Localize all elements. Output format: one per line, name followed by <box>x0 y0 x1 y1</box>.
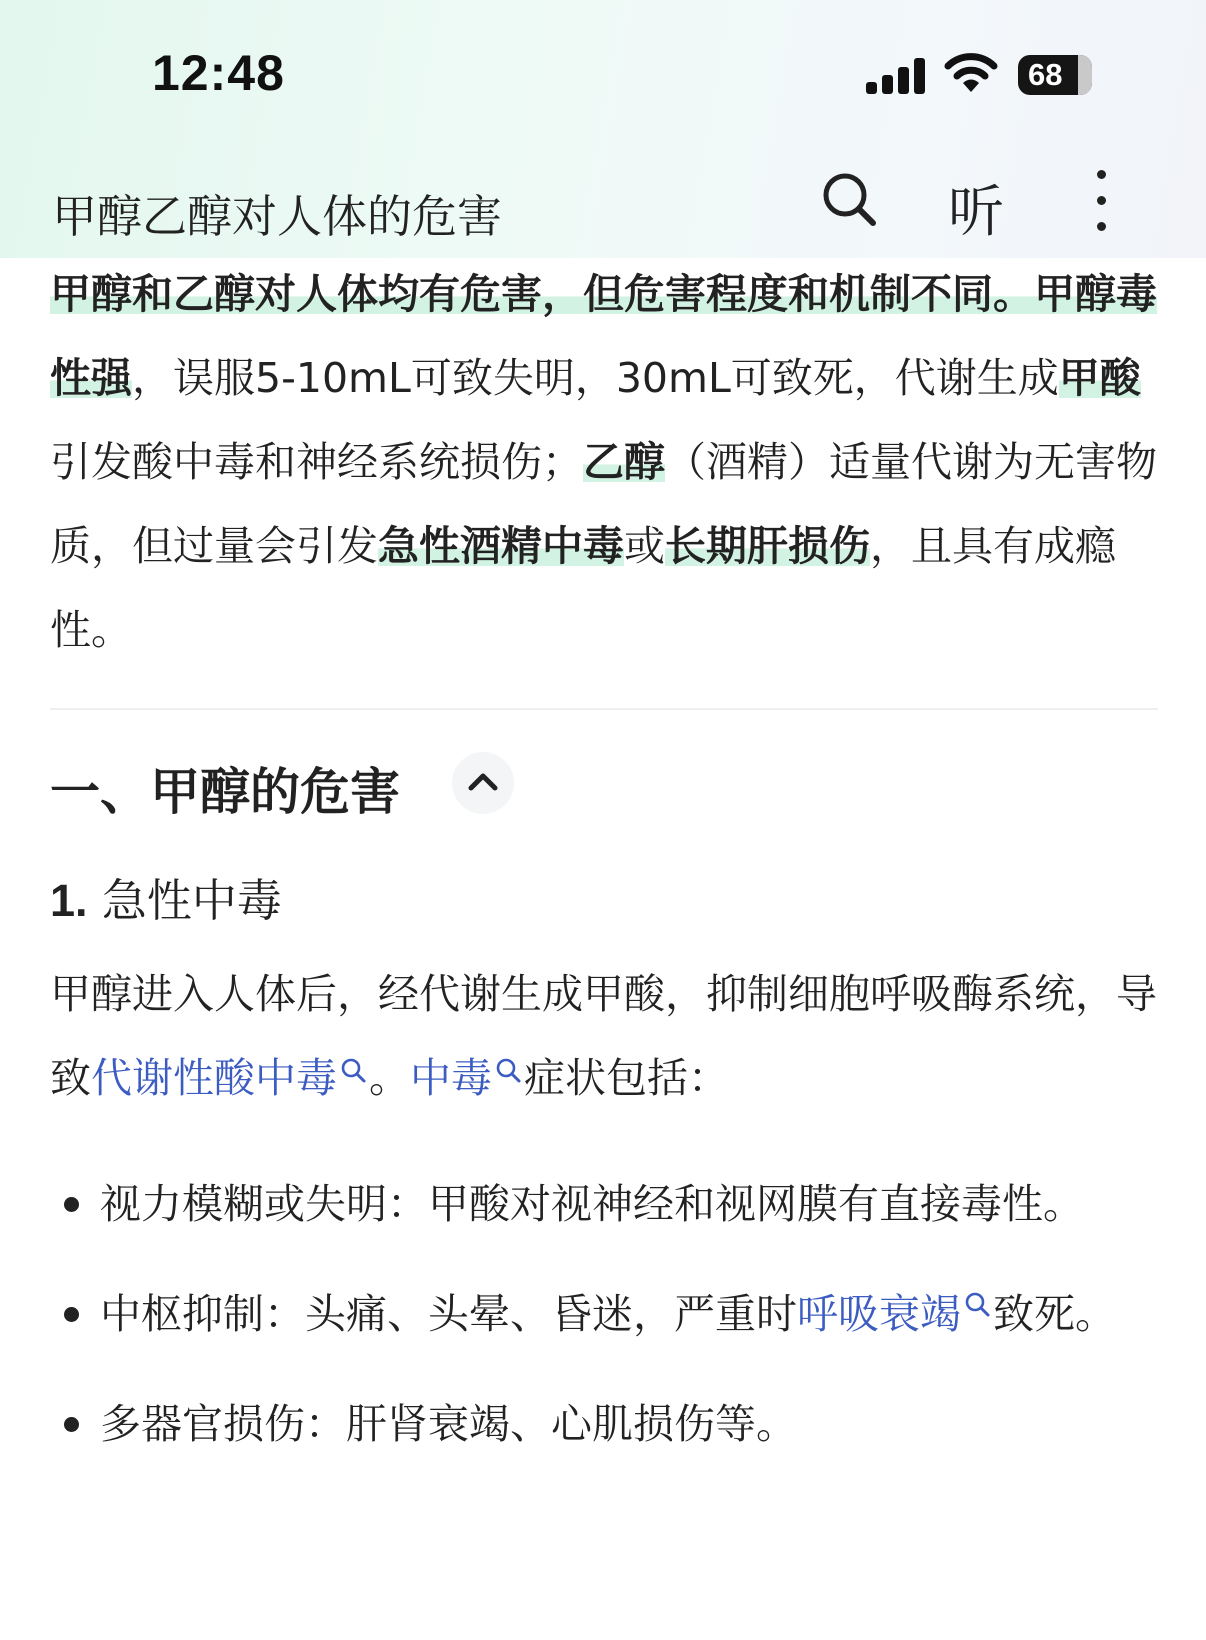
list-item-label: 视力模糊或失明： <box>100 1180 428 1228</box>
list-item-label: 多器官损伤： <box>100 1400 346 1448</box>
subsection-label: 急性中毒 <box>101 874 282 927</box>
symptom-list <box>50 1160 1160 1490</box>
signal-icon <box>866 56 926 94</box>
summary-text: 引发酸中毒和神经系统损伤； <box>50 438 583 486</box>
summary-highlight: 甲醇和乙醇对人体均有危害，但危害程度和机制不同。 <box>50 270 1034 318</box>
bullet-icon <box>64 1197 79 1212</box>
summary-highlight: 长期肝损伤 <box>665 522 870 570</box>
intro-paragraph <box>50 952 1160 1120</box>
summary-text: ，误服5-10mL可致失明，30mL可致死，代谢生成 <box>132 354 1059 402</box>
intro-text: 。 <box>369 1054 410 1102</box>
summary-highlight: 甲醇毒性强 <box>50 270 1157 402</box>
subsection-title <box>50 864 282 929</box>
chevron-up-icon <box>452 752 514 814</box>
battery-icon <box>1018 55 1092 95</box>
divider <box>50 708 1158 710</box>
list-item <box>50 1160 1160 1248</box>
summary-highlight: 乙醇 <box>583 438 665 486</box>
summary-highlight: 甲酸 <box>1058 354 1141 402</box>
bullet-icon <box>64 1307 79 1322</box>
list-item-text: 肝肾衰竭、心肌损伤等。 <box>346 1400 797 1448</box>
subsection-number: 1. <box>50 875 88 926</box>
list-item-text: 头痛、头晕、昏迷，严重时 <box>305 1290 797 1338</box>
list-item-text: 致死。 <box>993 1290 1116 1338</box>
search-icon[interactable] <box>339 1056 367 1084</box>
more-vertical-icon[interactable] <box>1094 170 1108 232</box>
wifi-icon <box>944 52 998 94</box>
status-time: 12:48 <box>152 45 285 101</box>
intro-text: 甲醇进入人体后，经代谢生成甲酸，抑制细胞呼吸酶系统，导致 <box>50 970 1157 1102</box>
intro-text: 症状包括： <box>524 1054 729 1102</box>
list-item-label: 中枢抑制： <box>100 1290 305 1338</box>
section-title: 一、甲醇的危害 <box>50 763 400 821</box>
battery-level: 68 <box>1028 57 1063 92</box>
summary-paragraph <box>50 252 1160 672</box>
search-link-poisoning[interactable]: 中毒 <box>410 1054 492 1102</box>
listen-button[interactable]: 听 <box>948 180 1004 245</box>
search-link-metabolic-acidosis[interactable]: 代谢性酸中毒 <box>91 1054 337 1102</box>
summary-text: 或 <box>624 522 665 570</box>
bullet-icon <box>64 1417 79 1432</box>
summary-text: ，且具有成瘾性。 <box>50 522 1116 654</box>
page-title: 甲醇乙醇对人体的危害 <box>52 190 503 243</box>
list-item <box>50 1380 1160 1468</box>
summary-highlight: 急性酒精中毒 <box>378 522 624 570</box>
search-link-respiratory-failure[interactable]: 呼吸衰竭 <box>797 1290 961 1338</box>
collapse-button[interactable] <box>452 752 514 814</box>
list-item <box>50 1270 1160 1358</box>
list-item-text: 甲酸对视神经和视网膜有直接毒性。 <box>428 1180 1084 1228</box>
summary-text: （酒精）适量代谢为无害物质，但过量会引发 <box>50 438 1157 570</box>
search-icon[interactable] <box>494 1056 522 1084</box>
search-icon[interactable] <box>820 170 878 228</box>
search-icon[interactable] <box>963 1290 991 1318</box>
